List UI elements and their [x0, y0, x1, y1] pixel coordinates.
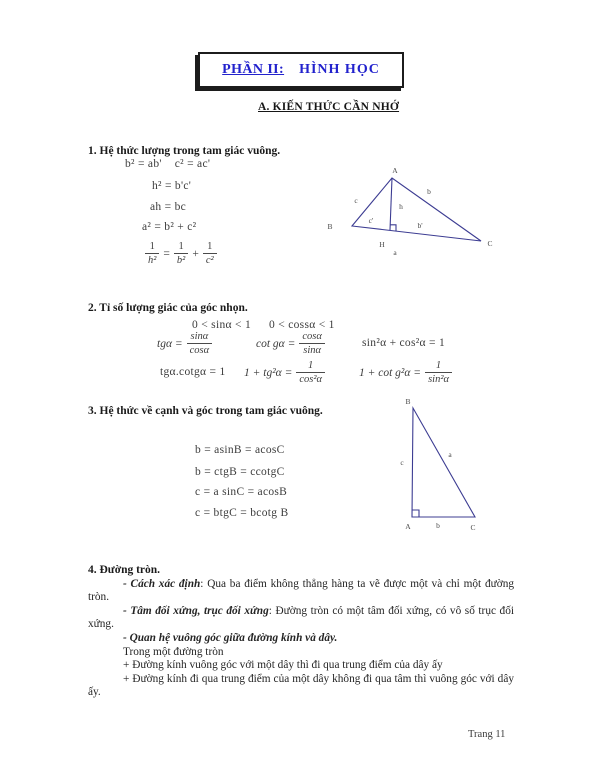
- fraction-1-over-b2: $\frac{1}{\text{b²}}$: [174, 241, 188, 266]
- sec1-formula-2: h² = b'c': [152, 180, 192, 192]
- sec4-p3-lead: - Quan hệ vuông góc giữa đường kính và dây.: [123, 631, 338, 644]
- sec4-p1-lead: - Cách xác định: [123, 577, 201, 590]
- sec3-line-1: b = asinB = acosC: [195, 444, 285, 456]
- triangle1-altitude-line: [390, 178, 392, 230]
- sec2-product-identity: tgα.cotgα = 1: [160, 366, 226, 378]
- side-label-a: a: [448, 450, 452, 459]
- fraction-cos-over-sin: $\frac{\cos\alpha}{\sin\alpha}$: [299, 331, 325, 356]
- tg-lhs: tgα =: [157, 337, 183, 350]
- right-triangle-altitude-figure: [322, 158, 500, 258]
- vertex-label-B: B: [405, 397, 411, 406]
- sec2-tg-squared-identity: [244, 360, 325, 385]
- sec2-heading: 2. Tỉ số lượng giác của góc nhọn.: [88, 302, 248, 314]
- vertex-label-A: A: [392, 166, 398, 175]
- fraction-1-over-sin2: $\frac{1}{\text{sin²α}}$: [425, 360, 452, 385]
- sec4-p2-lead: - Tâm đối xứng, trục đối xứng: [123, 604, 269, 617]
- sec1-formula-1a: b² = ab': [125, 158, 162, 170]
- fraction-sin-over-cos: $\frac{\sin\alpha}{\cos\alpha}$: [187, 331, 213, 356]
- fraction-1-over-c2: $\frac{1}{\text{c²}}$: [203, 241, 217, 266]
- sec2-line1b: 0 < cossα < 1: [269, 319, 335, 331]
- sec4-paragraph-symmetry: [88, 605, 514, 632]
- sec4-heading: 4. Đường tròn.: [88, 564, 161, 576]
- side-label-a: a: [393, 248, 397, 257]
- sec3-line-2: b = ctgB = ccotgC: [195, 466, 285, 478]
- sec2-line1a: 0 < sinα < 1: [192, 319, 252, 331]
- side-label-b: b: [436, 521, 440, 530]
- foot-label-H: H: [379, 240, 385, 249]
- vertex-label-C: C: [487, 239, 493, 248]
- sec1-formula-5: [145, 241, 217, 266]
- sec4-paragraph-diameter-chord-2: + Đường kính đi qua trung điểm của một dây không đi qua tâm thì vuông góc với dây ấy.: [88, 672, 514, 699]
- page-number: Trang 11: [468, 729, 506, 740]
- side-label-c: c: [354, 196, 358, 205]
- vertex-label-B: B: [327, 222, 333, 231]
- side-label-c: c: [400, 458, 404, 467]
- sec1-formula-1: [125, 158, 210, 170]
- sec2-tg-definition: [157, 331, 212, 356]
- sec3-heading: 3. Hệ thức về cạnh và góc trong tam giác vuông.: [88, 405, 323, 417]
- fraction-1-over-h2: $\frac{1}{\text{h²}}$: [145, 241, 159, 266]
- side-label-b: b: [427, 187, 431, 196]
- sec4-paragraph-diameter-chord-1: + Đường kính vuông góc với một dây thì đi qua trung điểm của dây ấy: [123, 659, 443, 672]
- sec4-paragraph-in-circle: Trong một đường tròn: [123, 645, 224, 658]
- sec2-cotg-squared-identity: [359, 360, 452, 385]
- sec1-formula-3: ah = bc: [150, 201, 187, 213]
- part-label: PHẦN II:: [222, 62, 285, 77]
- segment-label-c-prime: c': [368, 216, 374, 225]
- sec3-line-3: c = a sinC = acosB: [195, 486, 288, 498]
- tg2-lhs: 1 + tg²α =: [244, 366, 293, 379]
- sec2-line1: [192, 319, 335, 331]
- sec4-p2-rest: : Đường tròn có một tâm đối xứng, có vô số trục đối xứng.: [88, 604, 514, 631]
- sec4-circle-section: [88, 564, 514, 700]
- vertex-label-A: A: [405, 522, 411, 531]
- triangle2-right-angle-mark: [412, 510, 419, 517]
- sec1-heading: 1. Hệ thức lượng trong tam giác vuông.: [88, 145, 281, 157]
- section-a-heading: A. KIẾN THỨC CẦN NHỚ: [258, 101, 400, 113]
- plus-sign: +: [192, 247, 199, 260]
- sec4-paragraph-perpendicular: [88, 632, 514, 646]
- fraction-1-over-cos2: $\frac{1}{\text{cos²α}}$: [296, 360, 325, 385]
- vertex-label-C: C: [470, 523, 476, 532]
- altitude-label-h: h: [399, 202, 403, 211]
- cotg2-lhs: 1 + cot g²α =: [359, 366, 422, 379]
- sec1-formula-4: a² = b² + c²: [142, 221, 197, 233]
- sec2-cotg-definition: [256, 331, 325, 356]
- triangle1-outline: [352, 178, 481, 241]
- part-title: HÌNH HỌC: [299, 62, 380, 77]
- sec3-line-4: c = btgC = bcotg B: [195, 507, 289, 519]
- sec2-pythagorean-identity: sin²α + cos²α = 1: [362, 337, 446, 349]
- segment-label-b-prime: b': [417, 221, 423, 230]
- equals-sign: =: [163, 247, 170, 260]
- right-triangle-figure: [395, 393, 490, 533]
- sec4-paragraph-define: [88, 578, 514, 605]
- sec4-p1-rest: : Qua ba điểm không thẳng hàng ta vẽ được một và chỉ một đường tròn.: [88, 577, 514, 604]
- part-title-box: [198, 52, 404, 88]
- sec1-formula-1b: c² = ac': [174, 158, 211, 170]
- cotg-lhs: cot gα =: [256, 337, 296, 350]
- triangle2-outline: [412, 408, 475, 517]
